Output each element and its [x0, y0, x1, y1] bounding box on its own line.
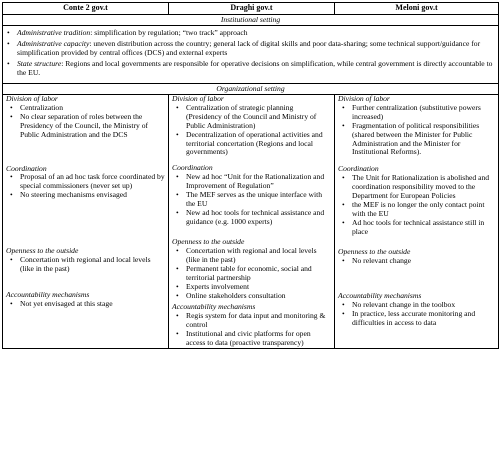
- list-item: • No clear separation of roles between the Presidency of the Council, the Ministry of Public Administration and the DCS: [9, 113, 165, 140]
- list-item: • Proposal of an ad hoc task force coordinated by special commissioners (never set up): [9, 173, 165, 191]
- list-item: • State structure: Regions and local governments are responsible for operative decisions on simplification, while central government is directly accountable to the EU.: [6, 60, 495, 78]
- list-item: • No steering mechanisms envisaged: [9, 191, 165, 200]
- list-item: • the MEF is no longer the only contact point with the EU: [341, 201, 495, 219]
- list-item: • In practice, less accurate monitoring and difficulties in access to data: [341, 310, 495, 328]
- institutional-setting-cell: [3, 26, 499, 84]
- section-title: Openness to the outside: [338, 247, 411, 257]
- section-title: Coordination: [6, 163, 47, 173]
- list-item: • Not yet envisaged at this stage: [9, 300, 165, 309]
- header-conte: Conte 2 gov.t: [3, 3, 169, 15]
- list-item: • The Unit for Rationalization is abolished and coordination responsibility moved to the Department for European Policies: [341, 174, 495, 201]
- list-item: • Fragmentation of political responsibilities (shared between the Minister for Public Administration and the Minister for Institutional Reforms).: [341, 122, 495, 158]
- list-item: • The MEF serves as the unique interface with the EU: [175, 191, 331, 209]
- institutional-list: [6, 29, 495, 78]
- section-title: Accountability mechanisms: [338, 290, 422, 300]
- list-item: • Concertation with regional and local levels (like in the past): [175, 247, 331, 265]
- section-title: Accountability mechanisms: [172, 301, 256, 311]
- list-item: • No relevant change: [341, 257, 495, 266]
- header-meloni: Meloni gov.t: [335, 3, 499, 15]
- list-item: • Decentralization of operational activities and territorial concertation (Regions and local governments): [175, 131, 331, 158]
- list-item: • Further centralization (substitutive powers increased): [341, 104, 495, 122]
- list-item: • Online stakeholders consultation: [175, 292, 331, 301]
- section-title: Division of labor: [6, 93, 58, 103]
- list-item: • No relevant change in the toolbox: [341, 301, 495, 310]
- section-title: Openness to the outside: [172, 237, 245, 247]
- meloni-column: [335, 94, 499, 348]
- list-item: • Ad hoc tools for technical assistance still in place: [341, 219, 495, 237]
- comparison-table: [2, 2, 499, 349]
- organizational-row: [3, 94, 499, 348]
- organizational-setting-title: Organizational setting: [3, 83, 499, 94]
- list-item: • Concertation with regional and local levels (like in the past): [9, 256, 165, 274]
- section-title: Coordination: [338, 164, 379, 174]
- section-title: Openness to the outside: [6, 246, 79, 256]
- draghi-column: [169, 94, 335, 348]
- list-item: • New ad hoc “Unit for the Rationalization and Improvement of Regulation”: [175, 173, 331, 191]
- list-item: • Administrative capacity: uneven distribution across the country; general lack of digital skills and poor data-sharing; some technical support/guidance for simplification provided by central offices (DCS) and external experts: [6, 40, 495, 58]
- section-title: Coordination: [172, 163, 213, 173]
- list-item: • Centralization: [9, 104, 165, 113]
- header-draghi: Draghi gov.t: [169, 3, 335, 15]
- section-title: Accountability mechanisms: [6, 290, 90, 300]
- list-item: • Centralization of strategic planning (Presidency of the Council and Ministry of Public Administration): [175, 104, 331, 131]
- list-item: • Institutional and civic platforms for open access to data (proactive transparency): [175, 330, 331, 348]
- header-row: [3, 3, 499, 15]
- list-item: • New ad hoc tools for technical assistance and guidance (e.g. 1000 experts): [175, 209, 331, 227]
- conte-column: [3, 94, 169, 348]
- list-item: • Regis system for data input and monitoring & control: [175, 312, 331, 330]
- list-item: • Administrative tradition: simplification by regulation; “two track” approach: [6, 29, 495, 38]
- institutional-setting-title: Institutional setting: [3, 15, 499, 26]
- list-item: • Permanent table for economic, social and territorial partnership: [175, 265, 331, 283]
- section-title: Division of labor: [172, 93, 224, 103]
- section-title: Division of labor: [338, 93, 390, 103]
- list-item: • Experts involvement: [175, 283, 331, 292]
